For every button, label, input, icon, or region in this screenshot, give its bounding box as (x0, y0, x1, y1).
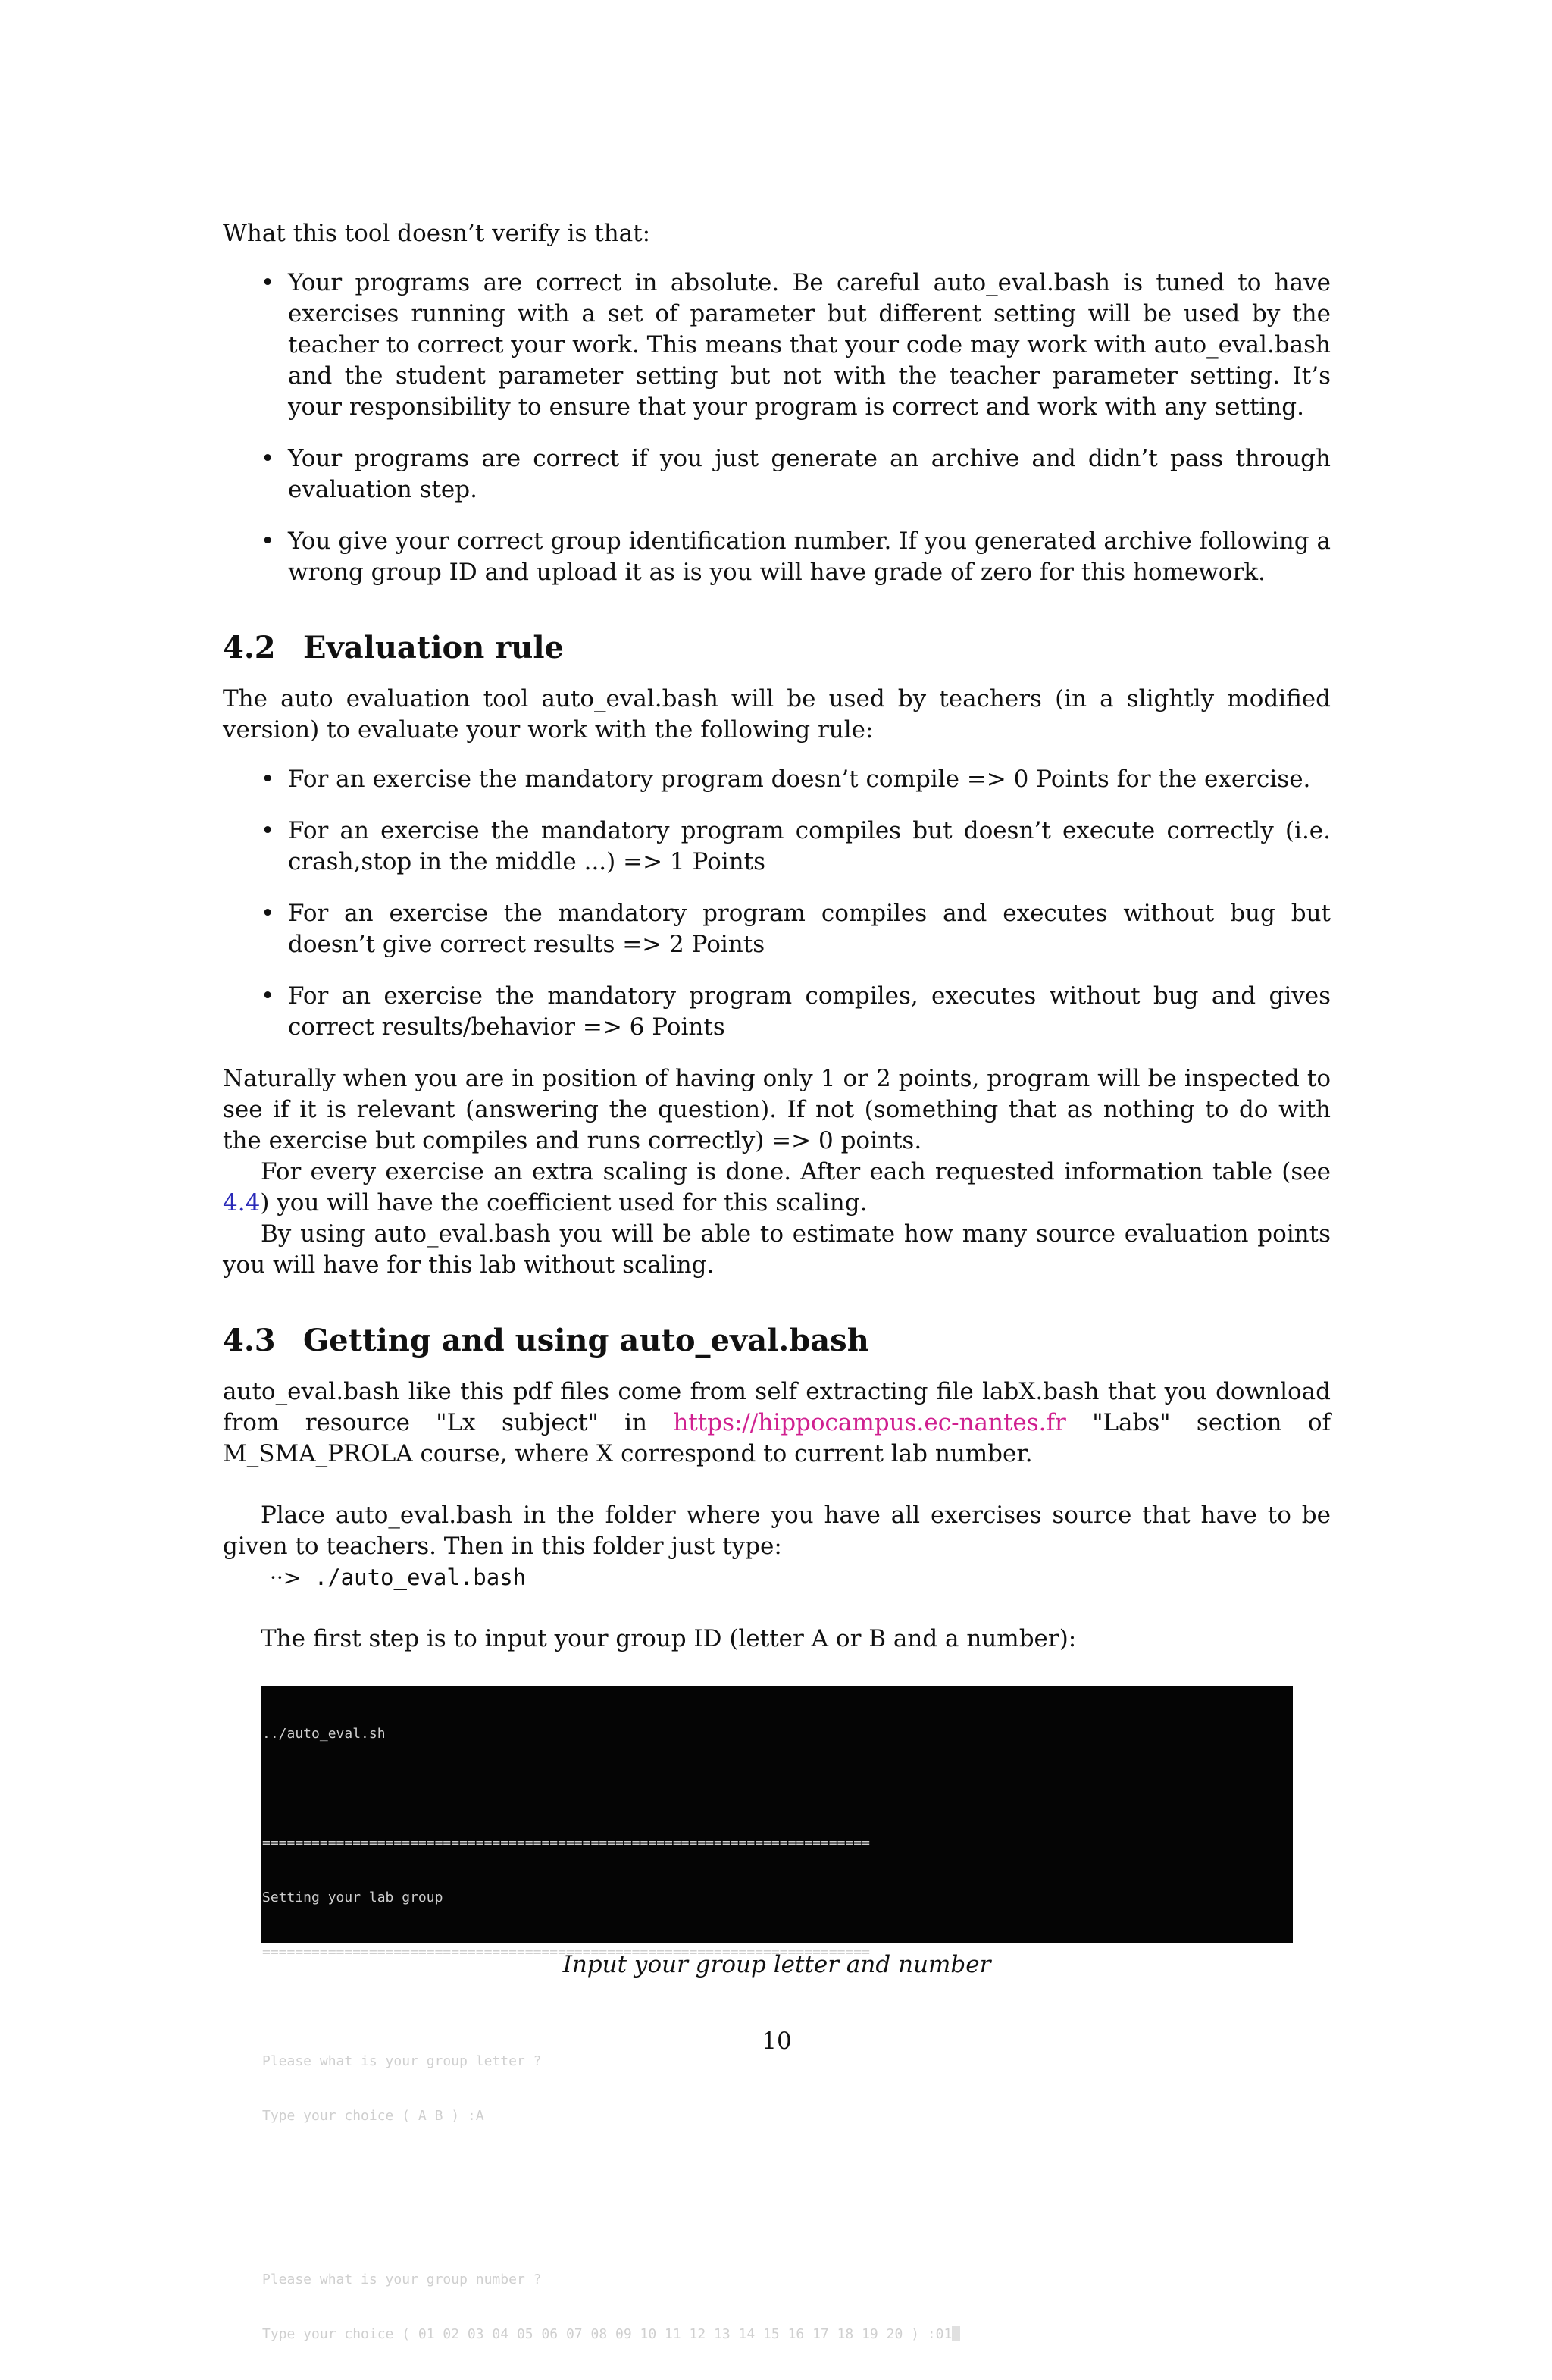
not-verified-list (223, 268, 1331, 588)
text-span: "Labs" section of M_SMA_PROLA course, where X correspond to current lab number. (223, 1409, 1331, 1467)
evaluation-rules-list (223, 764, 1331, 1043)
terminal-line: Type your choice ( A B ) :A (262, 2108, 484, 2124)
terminal-cursor (952, 2326, 960, 2341)
text-span: For every exercise an extra scaling is done. After each requested information table (see (261, 1158, 1331, 1185)
section-number: 4.2 (223, 630, 276, 665)
command-text: ./auto_eval.bash (314, 1564, 527, 1590)
terminal-line-text: Type your choice ( 01 02 03 04 05 06 07 08 09 10 11 12 13 14 15 16 17 18 19 20 ) :01 (262, 2326, 953, 2342)
page-number: 10 (762, 2028, 792, 2055)
terminal-line (262, 1998, 1291, 2016)
section-title: Getting and using auto_eval.bash (303, 1323, 869, 1358)
section-title: Evaluation rule (303, 630, 565, 665)
text-span: auto_eval.bash like this pdf files come from self extracting file labX.bash that you download from resource "Lx subject" in (223, 1378, 1331, 1436)
list-item: • Your programs are correct if you just generate an archive and didn’t pass through evaluation step. (288, 443, 1331, 506)
page-content (223, 218, 1331, 1655)
command-line (270, 1562, 1331, 1593)
terminal-line: Setting your lab group (262, 1890, 443, 1906)
section-heading-evaluation-rule (223, 629, 1331, 667)
paragraph: Naturally when you are in position of having only 1 or 2 points, program will be inspected to see if it is relevant (answering the question). If not (something that as nothing to do with the exercise but compiles and runs correctly) => 0 points. (223, 1065, 1331, 1154)
list-item: • For an exercise the mandatory program compiles and executes without bug but doesn’t give correct results => 2 Points (288, 898, 1331, 960)
section-number: 4.3 (223, 1323, 276, 1358)
hippocampus-link[interactable]: https://hippocampus.ec-nantes.fr (673, 1409, 1066, 1436)
section-ref-link[interactable]: 4.4 (223, 1189, 261, 1217)
section-heading-getting-and-using (223, 1322, 1331, 1360)
terminal-line (262, 2162, 1291, 2180)
text-span: ) you will have the coefficient used for this scaling. (260, 1189, 868, 1217)
terminal-last-line (262, 2325, 1291, 2344)
list-item: • Your programs are correct in absolute. Be careful auto_eval.bash is tuned to have exercises running with a set of parameter but different setting will be used by the teacher to correct your work. This means that your code may work with auto_eval.bash and the student parameter setting but not with the teacher parameter setting. It’s your responsibility to ensure that your program is correct and work with any setting. (288, 268, 1331, 423)
paragraph-scaling (223, 1157, 1331, 1219)
list-item: • You give your correct group identification number. If you generated archive following a wrong group ID and upload it as is you will have grade of zero for this homework. (288, 526, 1331, 588)
terminal-line: ========================================================================== (262, 1835, 870, 1851)
prompt-symbol: ··> (270, 1565, 302, 1590)
paragraph: The first step is to input your group ID (letter A or B and a number): (261, 1625, 1077, 1652)
figure-caption: Input your group letter and number (562, 1951, 991, 1978)
paragraph: By using auto_eval.bash you will be able to estimate how many source evaluation points you will have for this lab without scaling. (223, 1220, 1331, 1279)
paragraph: Place auto_eval.bash in the folder where you have all exercises source that have to be given to teachers. Then in this folder just type: (223, 1502, 1331, 1560)
list-item: • For an exercise the mandatory program doesn’t compile => 0 Points for the exercise. (288, 764, 1331, 795)
evaluation-intro: The auto evaluation tool auto_eval.bash will be used by teachers (in a slightly modified version) to evaluate your work with the following rule: (223, 685, 1331, 744)
terminal-line: Please what is your group letter ? (262, 2053, 542, 2069)
terminal-line: ========================================================================== (262, 1944, 870, 1960)
spacer (223, 1470, 1331, 1500)
terminal-line: Please what is your group number ? (262, 2272, 542, 2288)
list-item: • For an exercise the mandatory program compiles, executes without bug and gives correct results/behavior => 6 Points (288, 981, 1331, 1043)
terminal-line (262, 1780, 1291, 1798)
terminal-line: ../auto_eval.sh (262, 1726, 386, 1742)
paragraph-download (223, 1376, 1331, 1470)
list-item: • For an exercise the mandatory program compiles but doesn’t execute correctly (i.e. crash,stop in the middle ...) => 1 Points (288, 816, 1331, 878)
terminal-line (262, 2216, 1291, 2234)
intro-text: What this tool doesn’t verify is that: (223, 220, 651, 247)
